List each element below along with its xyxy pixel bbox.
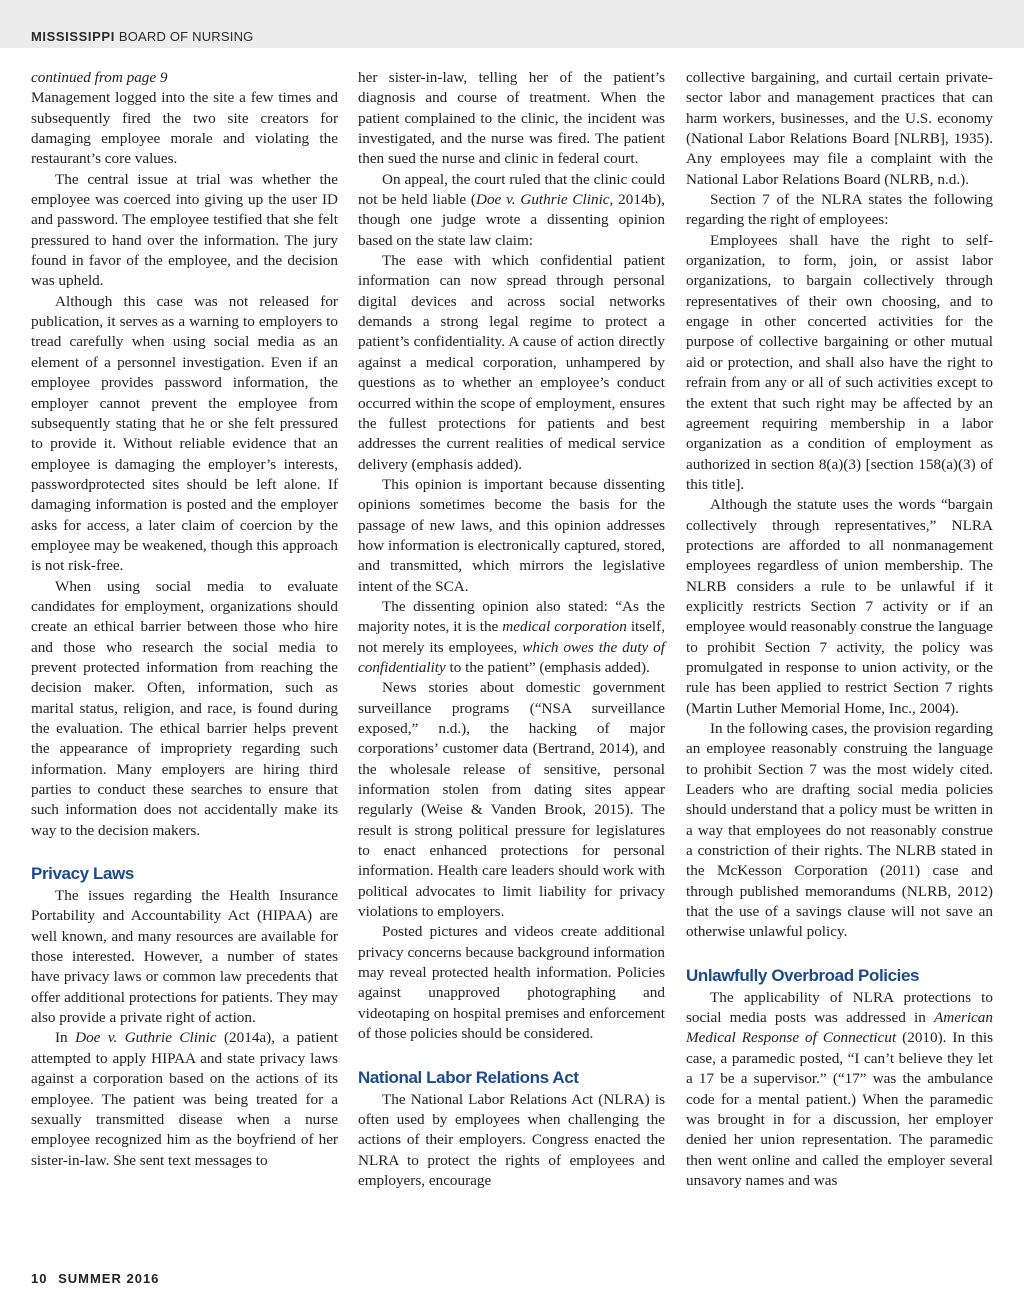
page-footer [31,1271,159,1286]
paragraph: News stories about domestic government surveillance programs (“NSA surveillance exposed,” n.d.), the hacking of major corporations’ customer data (Bertrand, 2014), and the wholesale release of sensitive, personal information stolen from dating sites appear regularly (Weise & Vanden Brook, 2015). The result is strong political pressure for legislatures to enact enhanced protections for personal information. Health care leaders should work with political advocates to limit liability for privacy violations to employers. [358,679,665,921]
column-2 [358,68,665,1191]
paragraph [358,597,665,678]
case-name: American Medical Response of Connecticut [686,1009,993,1047]
paragraph: Management logged into the site a few times and subsequently fired the two site creators for damaging employee morale and violating the restaurant’s core values. [31,89,338,168]
text: , 2014b), though one judge wrote a dissenting opinion based on the state law claim: [358,191,665,249]
paragraph: The National Labor Relations Act (NLRA) is often used by employees when challenging the actions of their employers. Congress enacted the NLRA to protect the rights of employees and employers, encourage [358,1090,665,1189]
heading-overbroad-policies: Unlawfully Overbroad Policies [686,965,920,985]
masthead-board: BOARD OF NURSING [118,29,254,44]
paragraph: Although the statute uses the words “bargain collectively through representatives,” NLRA protections are afforded to all nonmanagement employees regardless of union membership. The NLRB considers a rule to be unlawful if it explicitly restricts Section 7 activity or if an employee would reasonably construe the language to prohibit Section 7 activity, the policy was promulgated in response to union activity, or the rule has been applied to restrict Section 7 rights (Martin Luther Memorial Home, Inc., 2004). [686,496,993,717]
block-quote: The ease with which confidential patient information can now spread through personal digital devices and across social networks demands a strong legal regime to protect a patient’s confidentiality. A cause of action directly against a medical corporation, unhampered by questions as to whether an employee’s conduct occurred within the scope of employment, ensures the fullest protections for patients and best addresses the current realities of medical service delivery (emphasis added). [358,252,665,473]
paragraph: collective bargaining, and curtail certain private-sector labor and management practices that can harm workers, businesses, and the U.S. economy (National Labor Relations Board [NLRB], 1935). Any employees may file a complaint with the National Labor Relations Board (NLRB, n.d.). [686,69,993,188]
column-3 [686,68,993,1191]
paragraph: Posted pictures and videos create additional privacy concerns because background information may reveal protected health information. Policies against unapproved photographing and videotaping on hospital premises and enforcement of those policies should be considered. [358,923,665,1043]
paragraph: Although this case was not released for publication, it serves as a warning to employers to tread carefully when using social media as an element of a personnel investigation. Even if an employee provides password information, the employer cannot prevent the employee from subsequently stating that he or she felt pressured to provide it. Without reliable evidence that an employee is damaging the employer’s interests, passwordprotected sites should be left alone. If damaging information is posted and the employer asks for access, a later claim of coercion by the employee may be weakened, though this approach is not risk-free. [31,292,338,575]
text: (2010). In this case, a paramedic posted, “I can’t believe they let a 17 be a supervisor.” (“17” was the ambulance code for a mental patient.) When the paramedic was brought in for a discussion, her employer denied her union representation. The paramedic then went online and called the employer several unsavory names and was [686,1029,993,1189]
masthead [31,29,253,44]
masthead-state: MISSISSIPPI [31,29,115,44]
continued-note: continued from page 9 [31,69,168,86]
paragraph [31,1028,338,1170]
text: to the patient” (emphasis added). [445,658,650,676]
case-name: Doe v. Guthrie Clinic [475,191,610,209]
heading-nlra: National Labor Relations Act [358,1067,579,1087]
text: (2014a), a patient attempted to apply HIPAA and state privacy laws against a corporation based on the actions of its employee. The patient was being treated for a sexually transmitted disease when a nurse employee recognized him as the boyfriend of her sister-in-law. She sent text messages to [31,1029,338,1169]
paragraph [358,170,665,251]
paragraph: This opinion is important because dissenting opinions sometimes become the basis for the passage of new laws, and this opinion addresses how information is electronically captured, stored, and transmitted, which mirrors the legislative intent of the SCA. [358,475,665,595]
emphasis: which owes the duty of confidentiality [358,638,665,676]
text: On appeal, the court ruled that the clinic could not be held liable ( [358,170,665,209]
paragraph: Section 7 of the NLRA states the following regarding the right of employees: [686,191,993,229]
heading-privacy-laws: Privacy Laws [31,864,134,884]
paragraph: The issues regarding the Health Insurance Portability and Accountability Act (HIPAA) are well known, and many resources are available for those interested. However, a number of states have privacy laws or common law precedents that offer additional protections for patients. They may also provide a private right of action. [31,887,338,1027]
text: The applicability of NLRA protections to social media posts was addressed in [686,988,993,1027]
emphasis: medical corporation [502,618,627,636]
text: In [55,1029,76,1047]
block-quote: Employees shall have the right to self-organization, to form, join, or assist labor organizations, to bargain collectively through representatives of their own choosing, and to engage in other concerted activities for the purpose of collective bargaining or other mutual aid or protection, and shall also have the right to refrain from any or all of such activities except to the extent that such right may be affected by an agreement requiring membership in a labor organization as a condition of employment as authorized in section 8(a)(3) [section 158(a)(3) of this title]. [686,231,993,493]
paragraph: The central issue at trial was whether the employee was coerced into giving up the user ID and password. The employee testified that she felt pressured to hand over the information. The jury found in favor of the employee, and the decision was upheld. [31,170,338,290]
paragraph: In the following cases, the provision regarding an employee reasonably construing the language to prohibit Section 7 was the most widely cited. Leaders who are drafting social media policies should understand that a policy must be written in a way that employees do not reasonably construe a constriction of their rights. The NLRB stated in the McKesson Corporation (2011) case and through published memorandums (NLRB, 2012) that the use of a savings clause will not save an otherwise unlawful policy. [686,720,994,941]
page-number: 10 [31,1271,48,1286]
issue-label: SUMMER 2016 [58,1271,160,1286]
text: The dissenting opinion also stated: “As the majority notes, it is the [358,597,665,636]
paragraph [686,988,993,1191]
case-name: Doe v. Guthrie Clinic [75,1029,217,1047]
text: itself, not merely its employees, [358,618,666,656]
paragraph: her sister-in-law, telling her of the patient’s diagnosis and course of treatment. When the patient complained to the clinic, the incident was investigated, and the nurse was fired. The patient then sued the nurse and clinic in federal court. [358,69,665,168]
column-1 [31,68,338,1171]
paragraph: When using social media to evaluate candidates for employment, organizations should create an ethical barrier between those who hire and those who research the social media to prevent protected information from reaching the decision maker. Often, information, such as marital status, religion, and race, is found during the evaluation. The ethical barrier helps prevent the appearance of impropriety regarding such information. Many employers are hiring third parties to conduct these searches to ensure that such information does not accidentally make its way to the decision makers. [31,577,338,839]
